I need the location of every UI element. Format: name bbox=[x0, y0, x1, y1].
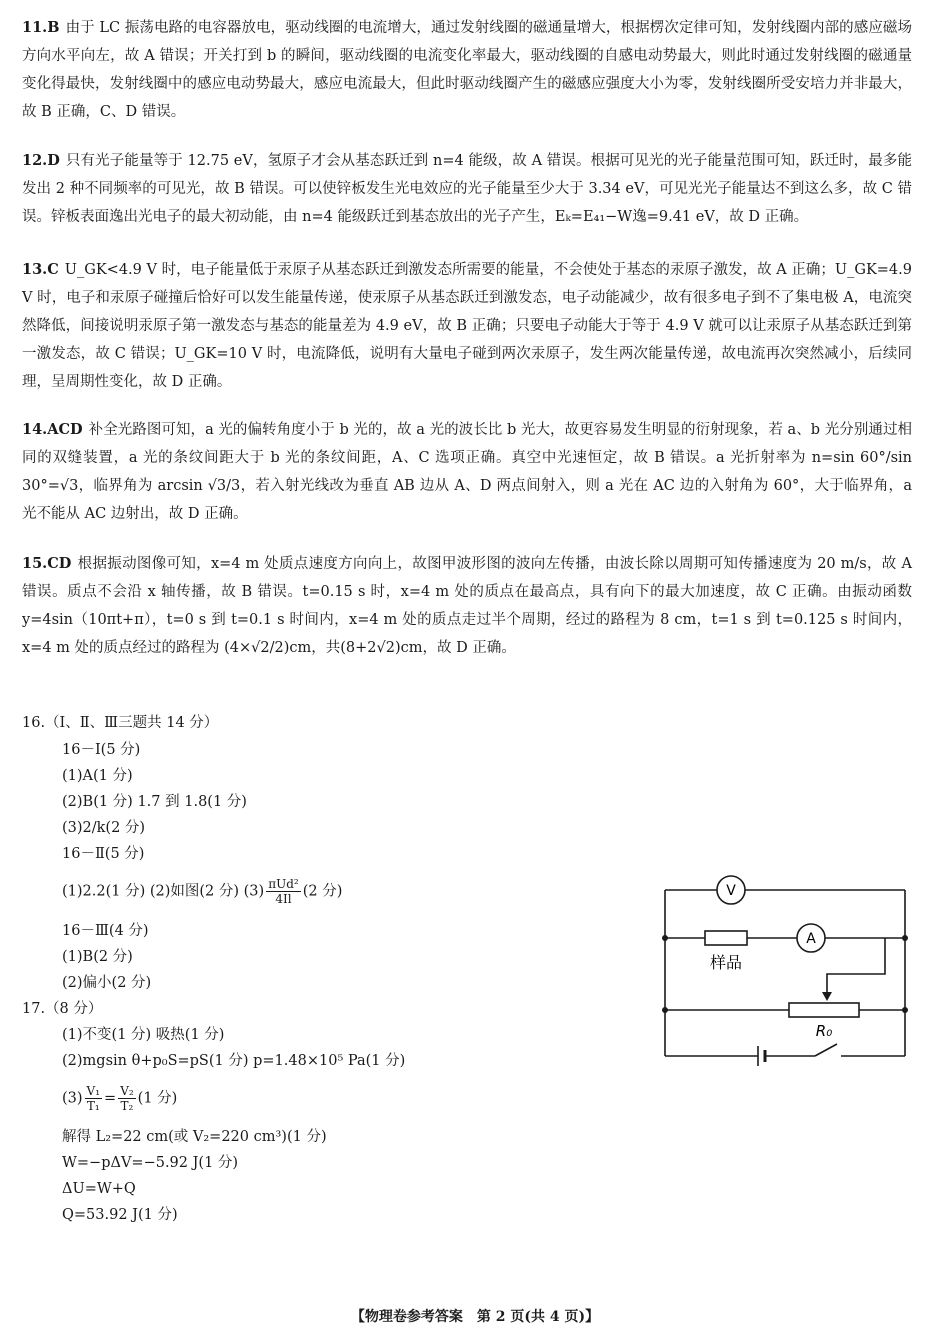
rheostat-slider bbox=[827, 938, 885, 996]
switch bbox=[815, 1044, 837, 1056]
junction-dot bbox=[902, 1007, 908, 1013]
q17-title: 17.（8 分） bbox=[22, 1001, 103, 1017]
answer-number: 12.D bbox=[22, 152, 60, 169]
volume-temp-fraction-2 bbox=[118, 1084, 135, 1113]
fraction-denominator: T₂ bbox=[120, 1099, 134, 1113]
q16-part3-answer2: (2)偏小(2 分) bbox=[62, 975, 152, 991]
slider-arrow bbox=[822, 992, 832, 1001]
q17-answer7: Q=53.92 J(1 分) bbox=[62, 1207, 178, 1223]
q17-answer3 bbox=[62, 1084, 177, 1113]
q16-part3-heading: 16－Ⅲ(4 分) bbox=[62, 923, 149, 939]
q17-answer5: W=−pΔV=−5.92 J(1 分) bbox=[62, 1155, 239, 1171]
page-footer: 【物理卷参考答案 第 2 页(共 4 页)】 bbox=[350, 1309, 600, 1325]
answer-13 bbox=[22, 256, 912, 396]
answer-text: 由于 LC 振荡电路的电容器放电，驱动线圈的电流增大，通过发射线圈的磁通量增大，根据楞次定律可知，发射线圈内部的感应磁场方向水平向左，故 A 错误；开关打到 b 的瞬间，驱动线圈的电流变化率最大，驱动线圈的自感电动势最大，则此时通过发射线圈的磁通量变化得最快，发射线圈中的感应电动势最大，感应电流最大，但此时驱动线圈产生的磁感应强度大小为零，发射线圈所受安培力并非最大，故 B 正确，C、D 错误。 bbox=[22, 20, 912, 120]
answer-number: 11.B bbox=[22, 19, 60, 36]
q16-part1-answer3: (3)2/k(2 分) bbox=[62, 820, 146, 836]
sample-resistor bbox=[705, 931, 747, 945]
q17-answer4: 解得 L₂=22 cm(或 V₂=220 cm³)(1 分) bbox=[62, 1129, 327, 1145]
q16-part2-text: (1)2.2(1 分) (2)如图(2 分) (3) bbox=[62, 883, 265, 900]
q16-part1-heading: 16－Ⅰ(5 分) bbox=[62, 742, 141, 758]
q17-answer1: (1)不变(1 分) 吸热(1 分) bbox=[62, 1027, 225, 1043]
answer-14 bbox=[22, 416, 912, 528]
equals-sign: = bbox=[104, 1090, 117, 1107]
junction-dot bbox=[662, 935, 668, 941]
answer-number: 14.ACD bbox=[22, 421, 83, 438]
fraction-denominator: 4Il bbox=[275, 892, 292, 906]
answer-text: 只有光子能量等于 12.75 eV，氢原子才会从基态跃迁到 n=4 能级，故 A 错误。根据可见光的光子能量范围可知，跃迁时，最多能发出 2 种不同频率的可见光，故 B 错误。可以使锌板发生光电效应的光子能量至少大于 3.34 eV，可见光光子能量达不到这么多，故 C 错误。锌板表面逸出光电子的最大初动能，由 n=4 能级跃迁到基态放出的光子产生，Eₖ=E₄₁−W逸=9.41 eV，故 D 正确。 bbox=[22, 153, 912, 225]
resistivity-fraction bbox=[266, 877, 301, 906]
q17-answer2: (2)mgsin θ+p₀S=pS(1 分) p=1.48×10⁵ Pa(1 分) bbox=[62, 1053, 406, 1069]
q16-part2-score: (2 分) bbox=[302, 883, 343, 900]
fraction-numerator: πUd² bbox=[268, 877, 299, 891]
q16-part3-answer1: (1)B(2 分) bbox=[62, 949, 133, 965]
junction-dot bbox=[662, 1007, 668, 1013]
fraction-denominator: T₁ bbox=[86, 1099, 100, 1113]
answer-11 bbox=[22, 14, 912, 126]
q16-part1-answer1: (1)A(1 分) bbox=[62, 768, 133, 784]
junction-dot bbox=[902, 935, 908, 941]
rheostat-label: R₀ bbox=[815, 1022, 833, 1040]
circuit-diagram bbox=[655, 868, 915, 1068]
fraction-numerator: V₂ bbox=[120, 1084, 134, 1098]
answer-text: U_GK<4.9 V 时，电子能量低于汞原子从基态跃迁到激发态所需要的能量，不会使处于基态的汞原子激发，故 A 正确；U_GK=4.9 V 时，电子和汞原子碰撞后恰好可以发生能量传递，使汞原子从基态跃迁到激发态，电子动能减少，故有很多电子到不了集电极 A，电流突然降低，间接说明汞原子第一激发态与基态的能量差为 4.9 eV，故 B 正确；只要电子动能大于等于 4.9 V 就可以让汞原子从基态跃迁到第一激发态，故 C 错误；U_GK=10 V 时，电流降低，说明有大量电子碰到两次汞原子，发生两次能量传递，故电流再次突然减小，后续同理，呈周期性变化，故 D 正确。 bbox=[22, 262, 912, 390]
answer-text: 补全光路图可知，a 光的偏转角度小于 b 光的，故 a 光的波长比 b 光大，故更容易发生明显的衍射现象，若 a、b 光分别通过相同的双缝装置，a 光的条纹间距大于 b 光的条纹间距，A、C 选项正确。真空中光速恒定，故 B 错误。a 光折射率为 n=sin 60°/sin 30°=√3，临界角为 arcsin √3/3，若入射光线改为垂直 AB 边从 A、D 两点间射入，则 a 光在 AC 边的入射角为 60°，大于临界角，a 光不能从 AC 边射出，故 D 正确。 bbox=[22, 422, 912, 522]
answer-number: 15.CD bbox=[22, 555, 72, 572]
q16-part2-answers bbox=[62, 877, 342, 906]
answer-15 bbox=[22, 550, 912, 662]
q17-answer6: ΔU=W+Q bbox=[62, 1181, 136, 1197]
answer-number: 13.C bbox=[22, 261, 59, 278]
ammeter-label: A bbox=[806, 931, 816, 947]
answer-12 bbox=[22, 147, 912, 231]
q16-part1-answer2: (2)B(1 分) 1.7 到 1.8(1 分) bbox=[62, 794, 247, 810]
q16-title: 16.（Ⅰ、Ⅱ、Ⅲ三题共 14 分） bbox=[22, 715, 219, 731]
q17-answer3-label: (3) bbox=[62, 1090, 83, 1107]
q16-part2-heading: 16－Ⅱ(5 分) bbox=[62, 846, 145, 862]
answer-text: 根据振动图像可知，x=4 m 处质点速度方向向上，故图甲波形图的波向左传播，由波长除以周期可知传播速度为 20 m/s，故 A 错误。质点不会沿 x 轴传播，故 B 错误。t=0.15 s 时，x=4 m 处的质点在最高点，具有向下的最大加速度，故 C 正确。由振动函数 y=4sin（10πt+π），t=0 s 到 t=0.1 s 时间内，x=4 m 处的质点走过半个周期，经过的路程为 8 cm，t=1 s 到 t=0.125 s 时间内，x=4 m 处的质点经过的路程为 (4×√2/2)cm，共(8+2√2)cm，故 D 正确。 bbox=[22, 556, 912, 656]
fraction-numerator: V₁ bbox=[86, 1084, 101, 1098]
sample-label: 样品 bbox=[709, 953, 743, 972]
volume-temp-fraction-1 bbox=[85, 1084, 102, 1113]
rheostat bbox=[789, 1003, 859, 1017]
voltmeter-label: V bbox=[726, 883, 736, 899]
q17-answer3-score: (1 分) bbox=[137, 1090, 178, 1107]
